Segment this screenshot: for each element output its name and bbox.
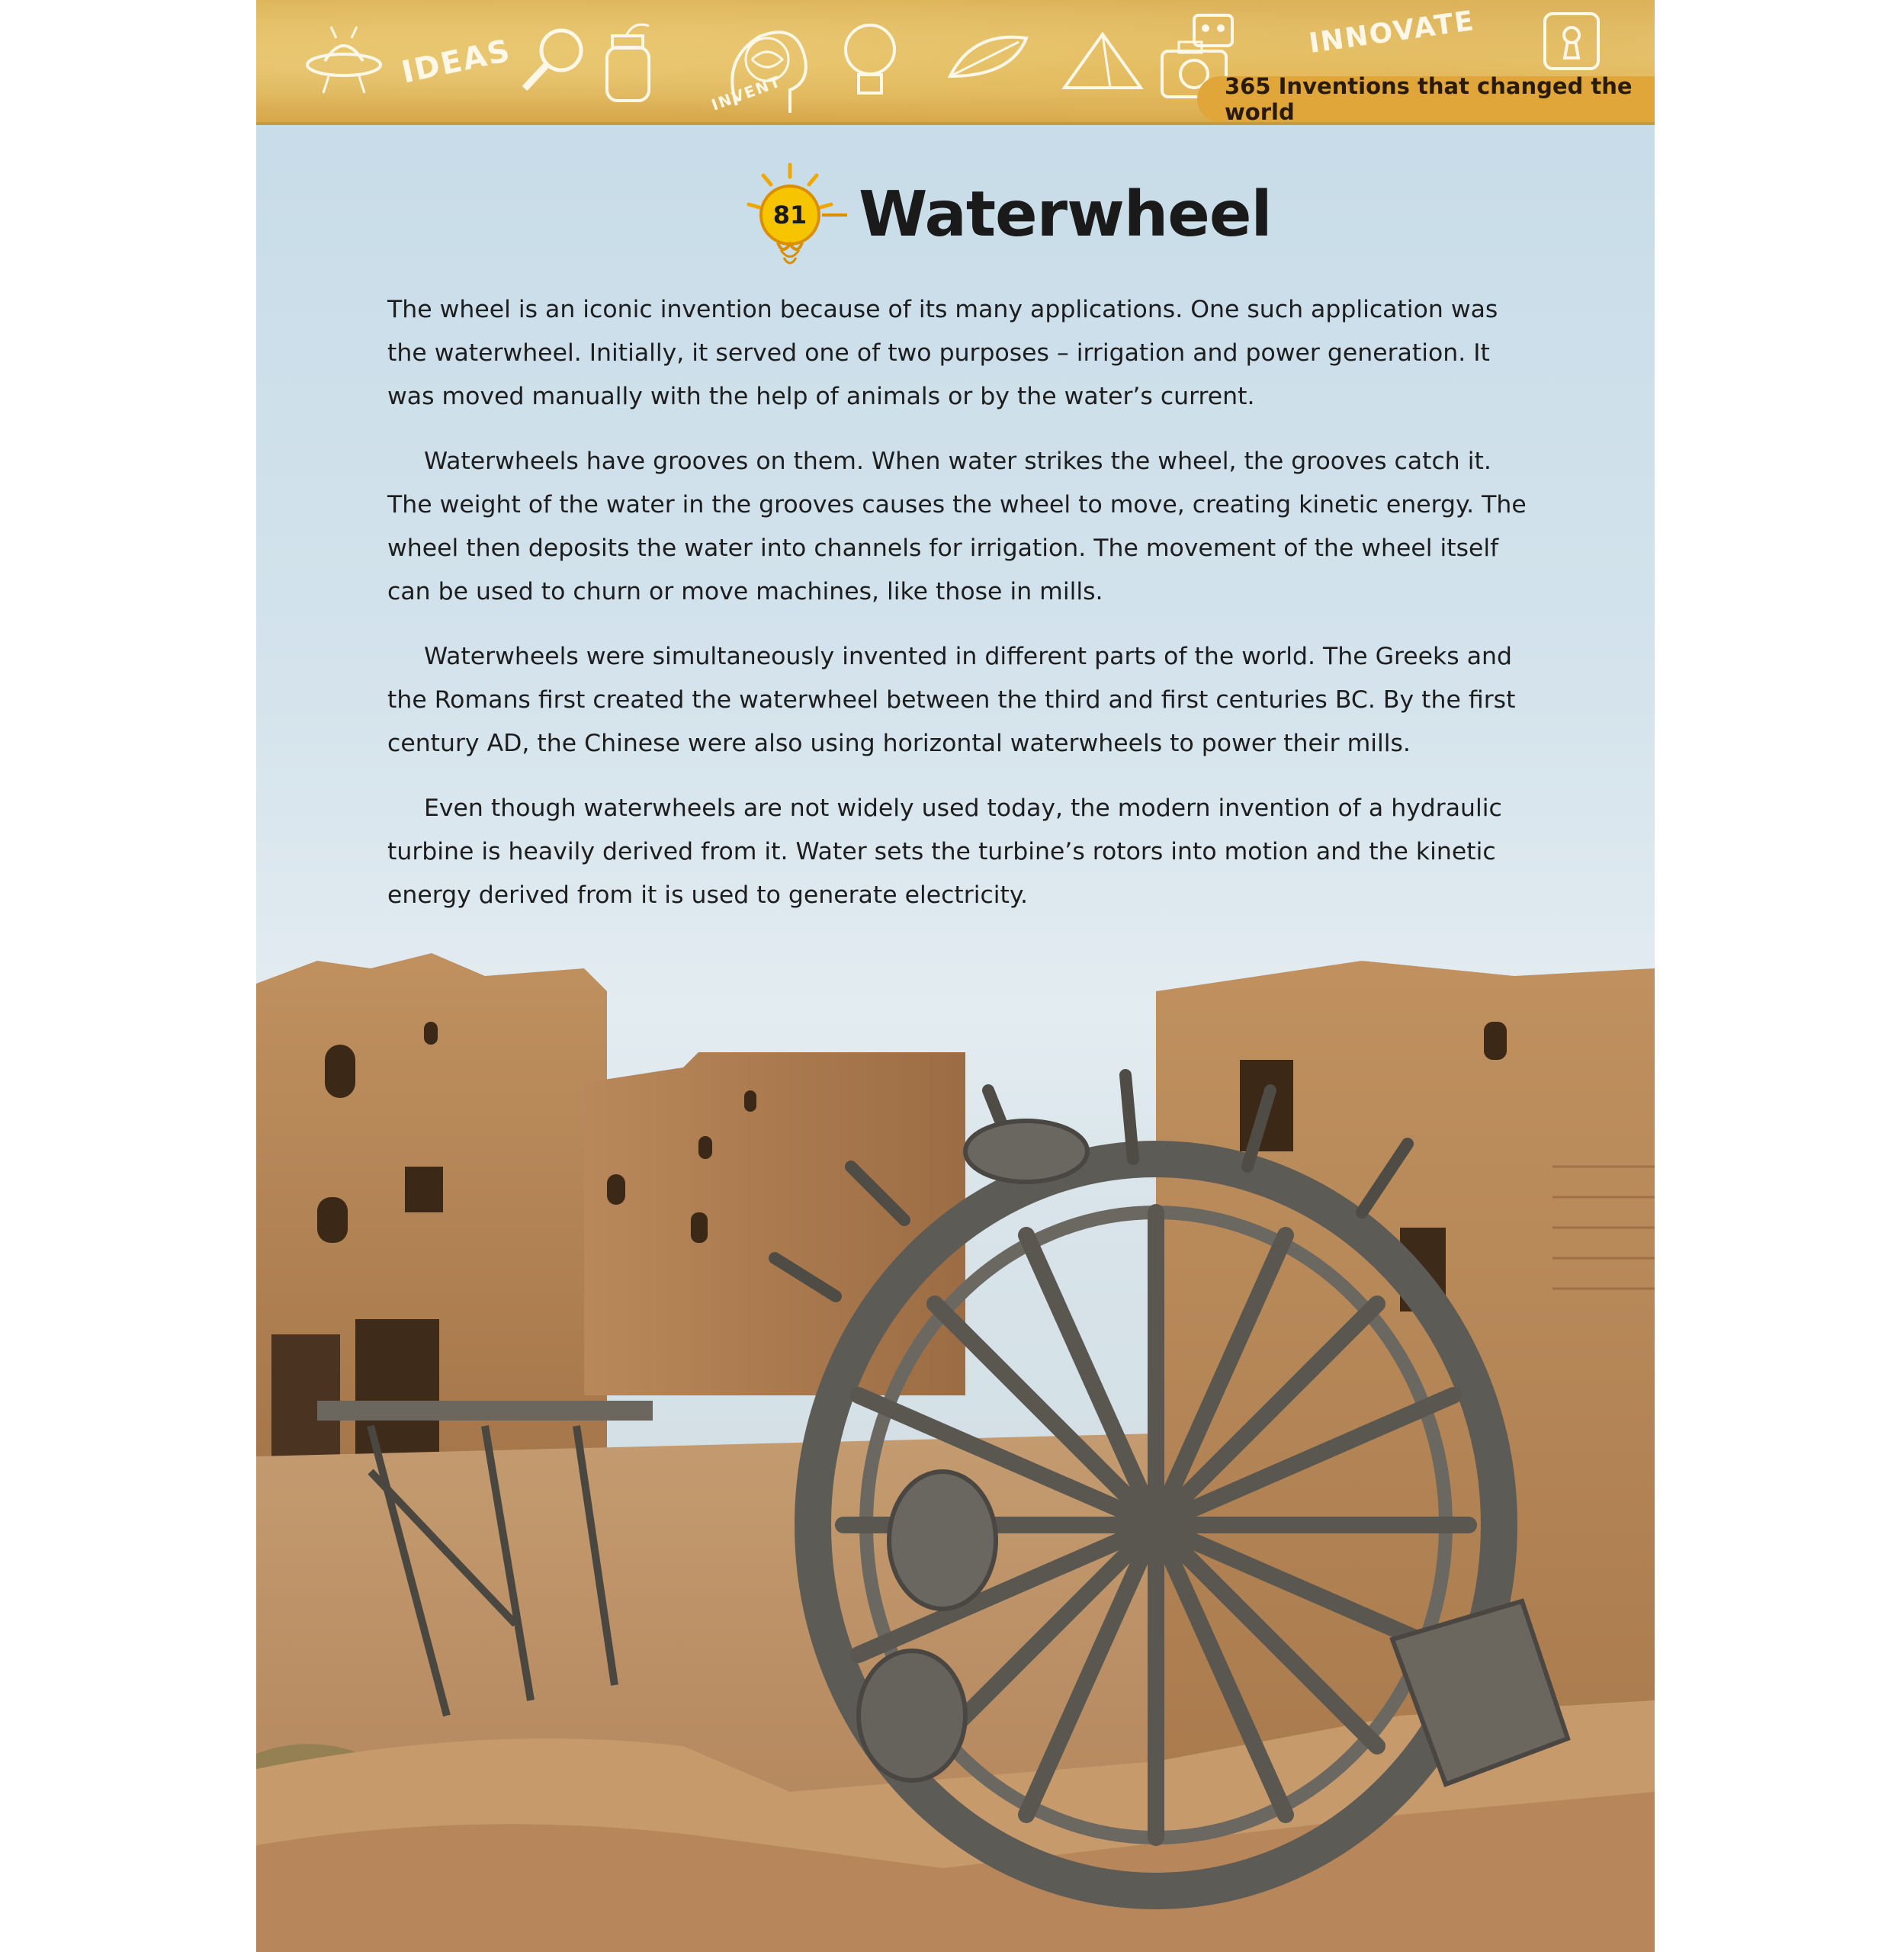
window <box>607 1174 625 1205</box>
article-body <box>387 288 1531 939</box>
paragraph: Even though waterwheels are not widely used today, the modern invention of a hydraulic turbine is heavily derived from it. Water sets the turbine’s rotors into motion and the kinetic energy derived from it is used to generate electricity. <box>387 795 1502 909</box>
leaf-doodle-icon <box>942 23 1034 84</box>
paragraph: The wheel is an iconic invention because of its many applications. One such application was the waterwheel. Initially, it served one of two purposes – irrigation and power generation. It was moved manually with the help of animals or by the water’s current. <box>387 296 1498 410</box>
book-page <box>256 0 1655 1952</box>
window <box>698 1136 712 1159</box>
ufo-doodle-icon <box>302 23 386 99</box>
invention-heading <box>744 160 1324 274</box>
clay-pot <box>889 1472 996 1609</box>
paragraph: Waterwheels have grooves on them. When water strikes the wheel, the grooves catch it. The weight of the water in the grooves causes the wheel to move, creating kinetic energy. The wheel then deposits the water into channels for irrigation. The movement of the wheel itself can be used to churn or move machines, like those in mills. <box>387 448 1527 605</box>
magnifier-doodle-icon <box>515 21 592 98</box>
series-title: 365 Inventions that changed the world <box>1225 73 1633 125</box>
banner-doodle-word-innovate: INNOVATE <box>1307 5 1477 60</box>
number-bulb-badge <box>744 160 851 274</box>
window <box>405 1167 443 1212</box>
pyramid-doodle-icon <box>1057 27 1148 95</box>
jar-doodle-icon <box>596 17 664 108</box>
window <box>424 1022 438 1045</box>
clay-pot <box>965 1121 1087 1182</box>
window <box>691 1212 708 1243</box>
clay-pot <box>859 1651 965 1780</box>
waterwheel-photo <box>256 938 1655 1952</box>
doorway <box>355 1319 439 1464</box>
lightbulb-doodle-icon <box>836 15 904 107</box>
window <box>317 1197 348 1243</box>
paragraph: Waterwheels were simultaneously invented in different parts of the world. The Greeks and the Romans first created the waterwheel between the third and first centuries BC. By the first century AD, the Chinese were also using horizontal waterwheels to power their mills. <box>387 643 1516 757</box>
top-banner <box>256 0 1655 125</box>
window <box>325 1045 355 1098</box>
window <box>744 1090 756 1112</box>
window <box>1484 1022 1507 1060</box>
banner-doodle-word-ideas: IDEAS <box>398 33 515 91</box>
robot-doodle-icon <box>1179 4 1247 72</box>
doorway <box>271 1334 340 1464</box>
page-title: Waterwheel <box>859 178 1272 251</box>
invention-number: 81 <box>772 201 808 230</box>
banner-doodle-word-invent: INVENT <box>708 72 784 114</box>
keyhole-doodle-icon <box>1537 8 1606 76</box>
series-title-tab <box>1197 73 1655 125</box>
